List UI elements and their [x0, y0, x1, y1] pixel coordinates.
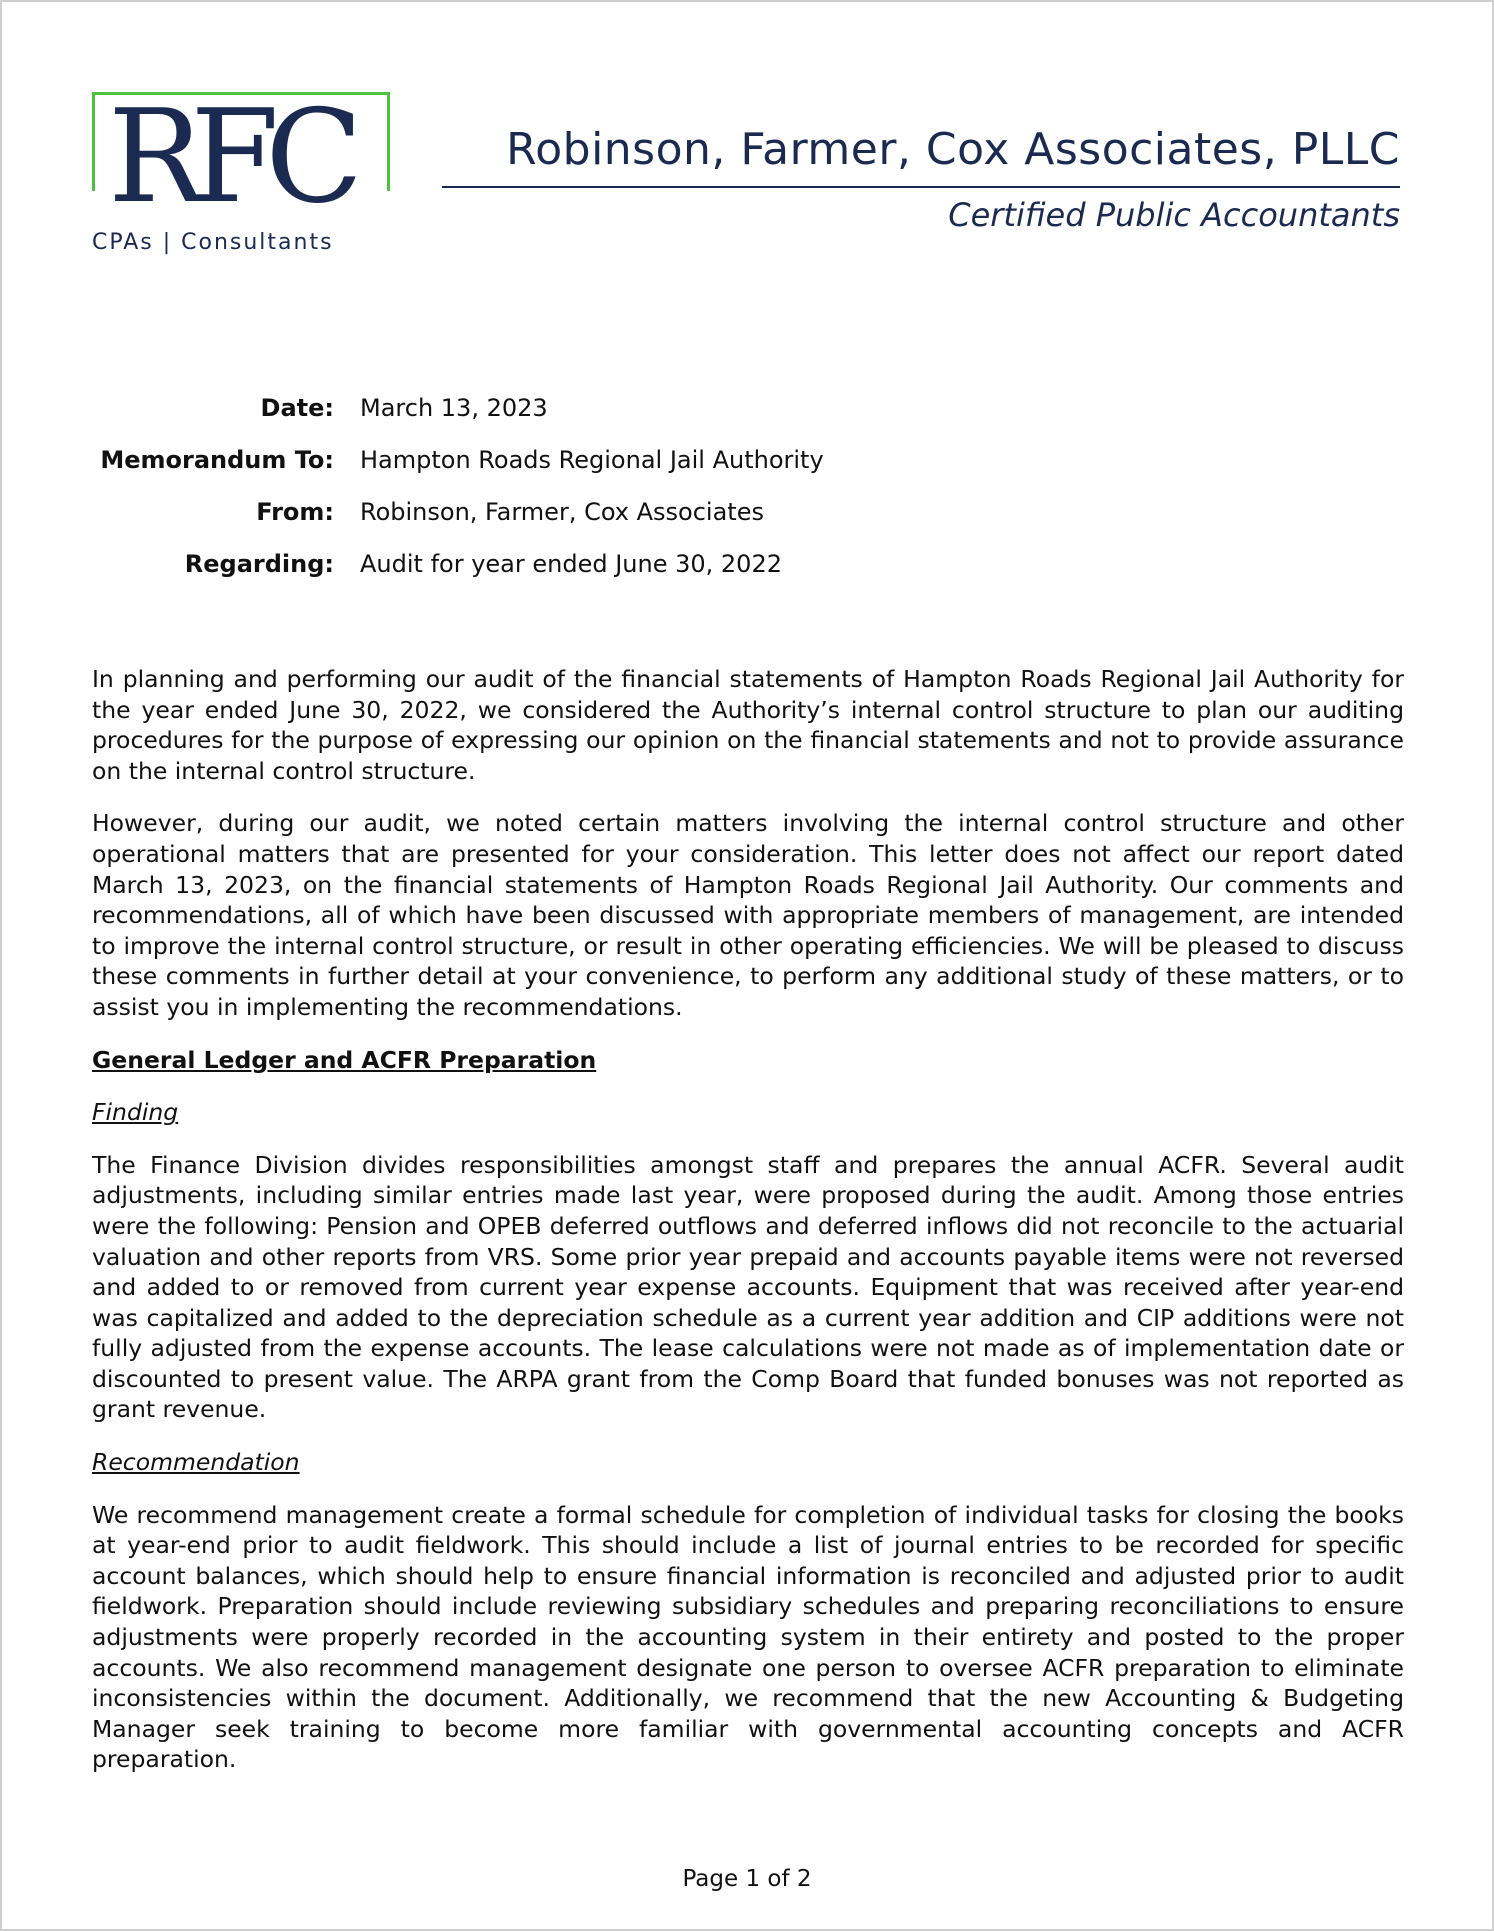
intro-paragraph: In planning and performing our audit of the financial statements of Hampton Roads Regional Jail Authority for the year ended June 30, 2022, we considered the Authority’s internal control structure to plan our auditing procedures for the purpose of expressing our opinion on the financial statements and not to provide assurance on the internal control structure. — [92, 665, 1404, 785]
section-heading: General Ledger and ACFR Preparation — [92, 1045, 597, 1074]
to-label: Memorandum To: — [100, 446, 334, 474]
second-paragraph: However, during our audit, we noted certain matters involving the internal control structure and other operational matters that are presented for your consideration. This letter does not affect our report dated March 13, 2023, on the financial statements of Hampton Roads Regional Jail Authority. Our comments and recommendations, all of which have been discussed with appropriate members of management, are intended to improve the internal control structure, or result in other operating efficiencies. We will be pleased to discuss these comments in further detail at your convenience, to perform any additional study of these matters, or to assist you in implementing the recommendations. — [92, 809, 1404, 1021]
firm-logo: RFC — [108, 83, 350, 232]
recommendation-label: Recommendation — [92, 1448, 300, 1477]
from-value: Robinson, Farmer, Cox Associates — [360, 498, 764, 526]
from-label: From: — [256, 498, 334, 526]
firm-name: Robinson, Farmer, Cox Associates, PLLC — [506, 124, 1400, 175]
logo-frame-side — [92, 92, 95, 188]
memo-body — [92, 664, 1404, 1797]
recommendation-paragraph: We recommend management create a formal schedule for completion of individual tasks for closing the books at year-end prior to audit fieldwork. This should include a list of journal entries to be recorded for specific account balances, which should help to ensure financial information is reconciled and adjusted prior to audit fieldwork. Preparation should include reviewing subsidiary schedules and preparing reconciliations to ensure adjustments were properly recorded in the accounting system in their entirety and posted to the proper accounts. We also recommend management designate one person to oversee ACFR preparation to eliminate inconsistencies within the document. Additionally, we recommend that the new Accounting & Budgeting Manager seek training to become more familiar with governmental accounting concepts and ACFR preparation. — [92, 1500, 1404, 1774]
memo-header — [92, 382, 992, 590]
finding-label: Finding — [92, 1098, 179, 1127]
letterhead-divider — [442, 186, 1400, 188]
memo-row-date — [92, 382, 992, 434]
date-value: March 13, 2023 — [360, 394, 548, 422]
regarding-label: Regarding: — [184, 550, 334, 578]
memo-row-from — [92, 486, 992, 538]
date-label: Date: — [260, 394, 334, 422]
to-value: Hampton Roads Regional Jail Authority — [360, 446, 824, 474]
memo-row-regarding — [92, 538, 992, 590]
finding-paragraph: The Finance Division divides responsibilities amongst staff and prepares the annual ACFR. Several audit adjustments, including similar entries made last year, were proposed during the audit. Among those entries were the following: Pension and OPEB deferred outflows and deferred inflows did not reconcile to the actuarial valuation and other reports from VRS. Some prior year prepaid and accounts payable items were not reversed and added to or removed from current year expense accounts. Equipment that was received after year-end was capitalized and added to the depreciation schedule as a current year addition and CIP additions were not fully adjusted from the expense accounts. The lease calculations were not made as of implementation date or discounted to present value. The ARPA grant from the Comp Board that funded bonuses was not reported as grant revenue. — [92, 1150, 1404, 1424]
firm-subtitle: Certified Public Accountants — [948, 196, 1400, 234]
logo-tagline: CPAs | Consultants — [92, 230, 334, 255]
page-number: Page 1 of 2 — [682, 1866, 812, 1892]
memo-row-to — [92, 434, 992, 486]
regarding-value: Audit for year ended June 30, 2022 — [360, 550, 782, 578]
